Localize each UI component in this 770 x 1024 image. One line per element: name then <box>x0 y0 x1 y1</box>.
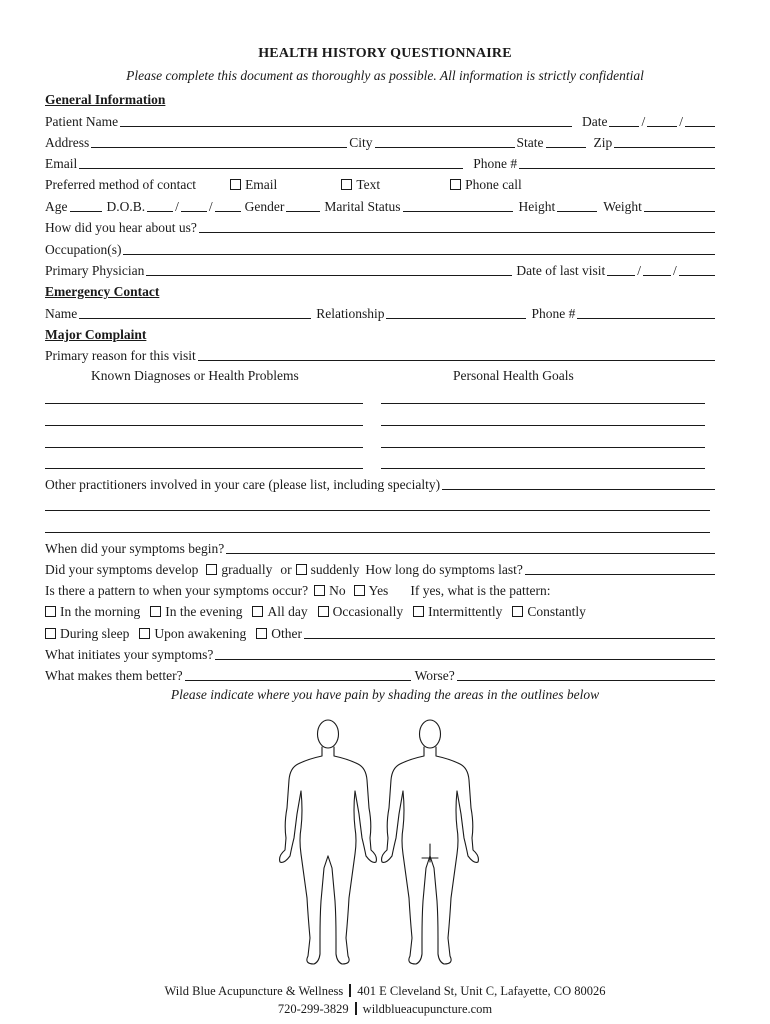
suddenly-label: suddenly <box>310 562 360 577</box>
other-pattern-field[interactable] <box>304 625 715 639</box>
address-label: Address <box>45 135 90 150</box>
symptoms-begin-field[interactable] <box>226 540 715 554</box>
other-practitioners-field[interactable] <box>442 476 715 490</box>
gradually-label: gradually <box>221 562 273 577</box>
other-pattern-checkbox[interactable] <box>256 628 267 639</box>
occasionally-checkbox[interactable] <box>318 606 329 617</box>
primary-reason-row <box>45 346 717 364</box>
body-outline-diagram[interactable] <box>270 716 500 976</box>
phone-label: Phone # <box>473 156 518 171</box>
state-field[interactable] <box>546 134 586 148</box>
gradually-checkbox[interactable] <box>206 564 217 575</box>
pattern-yes-checkbox[interactable] <box>354 585 365 596</box>
last-visit-label: Date of last visit <box>516 263 606 278</box>
patient-name-row <box>45 112 717 130</box>
marital-field[interactable] <box>403 198 513 212</box>
pattern-no-checkbox[interactable] <box>314 585 325 596</box>
emergency-name-label: Name <box>45 306 78 321</box>
goal-line-1[interactable] <box>381 403 705 404</box>
zip-label: Zip <box>593 135 613 150</box>
dob-year-field[interactable] <box>215 198 241 212</box>
goal-line-4[interactable] <box>381 468 705 469</box>
during-sleep-checkbox[interactable] <box>45 628 56 639</box>
worse-field[interactable] <box>457 667 715 681</box>
emergency-phone-field[interactable] <box>577 305 715 319</box>
age-label: Age <box>45 199 68 214</box>
patient-name-label: Patient Name <box>45 114 119 129</box>
intermittently-checkbox[interactable] <box>413 606 424 617</box>
weight-field[interactable] <box>644 198 715 212</box>
last-visit-year-field[interactable] <box>679 262 715 276</box>
patient-name-field[interactable] <box>120 113 572 127</box>
demographics-row: Age D.O.B. / / Gender Marital Status Height Weight <box>45 197 717 215</box>
footer-line-1 <box>0 984 770 999</box>
hear-about-label: How did you hear about us? <box>45 220 197 235</box>
all-day-label: All day <box>267 604 308 619</box>
contact-text-checkbox[interactable] <box>341 179 352 190</box>
contact-phone-checkbox[interactable] <box>450 179 461 190</box>
evening-label: In the evening <box>165 604 243 619</box>
footer-separator <box>355 1002 357 1015</box>
city-field[interactable] <box>375 134 515 148</box>
emergency-contact-row <box>45 304 717 322</box>
diagnosis-line-3[interactable] <box>45 447 363 448</box>
intermittently-label: Intermittently <box>428 604 503 619</box>
complaint-heading-row <box>45 325 717 343</box>
occupation-label: Occupation(s) <box>45 242 122 257</box>
constantly-label: Constantly <box>527 604 586 619</box>
phone-field[interactable] <box>519 155 715 169</box>
known-diagnoses-heading: Known Diagnoses or Health Problems <box>91 368 299 383</box>
height-field[interactable] <box>557 198 597 212</box>
height-label: Height <box>518 199 556 214</box>
hear-about-field[interactable] <box>199 219 715 233</box>
body-back-outline[interactable] <box>382 720 479 964</box>
all-day-checkbox[interactable] <box>252 606 263 617</box>
initiates-row <box>45 645 717 663</box>
how-long-field[interactable] <box>525 561 715 575</box>
form-subtitle: Please complete this document as thoroughly as possible. All information is strictly confidential <box>126 68 644 83</box>
age-field[interactable] <box>70 198 102 212</box>
dob-label: D.O.B. <box>106 199 146 214</box>
date-day-field[interactable] <box>647 113 677 127</box>
suddenly-checkbox[interactable] <box>296 564 307 575</box>
symptoms-develop-row <box>45 560 717 578</box>
emergency-phone-label: Phone # <box>531 306 576 321</box>
footer-business: Wild Blue Acupuncture & Wellness <box>164 984 344 998</box>
initiates-field[interactable] <box>215 646 715 660</box>
other-pattern-label: Other <box>271 626 302 641</box>
weight-label: Weight <box>603 199 642 214</box>
diagnosis-line-4[interactable] <box>45 468 363 469</box>
date-month-field[interactable] <box>609 113 639 127</box>
date-slash: / <box>641 114 646 129</box>
footer-phone: 720-299-3829 <box>277 1002 349 1016</box>
date-year-field[interactable] <box>685 113 715 127</box>
symptoms-begin-row <box>45 539 717 557</box>
health-goals-heading: Personal Health Goals <box>453 368 574 383</box>
general-info-heading: General Information <box>45 92 166 107</box>
dob-day-field[interactable] <box>181 198 207 212</box>
better-worse-row <box>45 666 717 684</box>
other-practitioners-line-3[interactable] <box>45 532 710 533</box>
pattern-row <box>45 581 717 599</box>
contact-text-label: Text <box>356 177 381 192</box>
physician-label: Primary Physician <box>45 263 145 278</box>
emergency-name-field[interactable] <box>79 305 311 319</box>
footer-website: wildblueacupuncture.com <box>362 1002 493 1016</box>
zip-field[interactable] <box>614 134 715 148</box>
upon-awakening-label: Upon awakening <box>154 626 247 641</box>
morning-label: In the morning <box>60 604 141 619</box>
preferred-contact-row <box>45 175 717 193</box>
initiates-label: What initiates your symptoms? <box>45 647 214 662</box>
general-info-heading-row <box>45 90 717 108</box>
gender-field[interactable] <box>286 198 320 212</box>
symptoms-begin-label: When did your symptoms begin? <box>45 541 225 556</box>
pattern-options-row-2 <box>45 624 717 642</box>
goal-line-2[interactable] <box>381 425 705 426</box>
upon-awakening-checkbox[interactable] <box>139 628 150 639</box>
dob-month-field[interactable] <box>147 198 173 212</box>
form-title: HEALTH HISTORY QUESTIONNAIRE <box>258 46 512 61</box>
primary-reason-label: Primary reason for this visit <box>45 348 196 363</box>
develop-label: Did your symptoms develop <box>45 562 199 577</box>
pattern-no-label: No <box>329 583 346 598</box>
complaint-heading: Major Complaint <box>45 327 147 342</box>
preferred-contact-label: Preferred method of contact <box>45 177 197 192</box>
contact-email-checkbox[interactable] <box>230 179 241 190</box>
occasionally-label: Occasionally <box>332 604 404 619</box>
physician-row: Primary Physician Date of last visit / / <box>45 261 717 279</box>
hear-about-row <box>45 218 717 236</box>
other-practitioners-row <box>45 475 717 493</box>
gender-label: Gender <box>244 199 285 214</box>
email-label: Email <box>45 156 78 171</box>
email-field[interactable] <box>79 155 463 169</box>
if-yes-label: If yes, what is the pattern: <box>410 583 551 598</box>
relationship-label: Relationship <box>316 306 385 321</box>
worse-label: Worse? <box>414 668 455 683</box>
pain-instruction: Please indicate where you have pain by shading the areas in the outlines below <box>170 687 600 702</box>
occupation-field[interactable] <box>123 241 715 255</box>
primary-reason-field[interactable] <box>198 347 715 361</box>
pattern-yes-label: Yes <box>368 583 389 598</box>
contact-email-label: Email <box>245 177 278 192</box>
morning-checkbox[interactable] <box>45 606 56 617</box>
occupation-row <box>45 240 717 258</box>
last-visit-month-field[interactable] <box>607 262 635 276</box>
contact-phone-label: Phone call <box>465 177 522 192</box>
how-long-label: How long do symptoms last? <box>365 562 523 577</box>
goal-line-3[interactable] <box>381 447 705 448</box>
better-label: What makes them better? <box>45 668 183 683</box>
diagnosis-line-1[interactable] <box>45 403 363 404</box>
emergency-heading-row <box>45 282 717 300</box>
better-field[interactable] <box>185 667 411 681</box>
emergency-heading: Emergency Contact <box>45 284 160 299</box>
other-practitioners-line-2[interactable] <box>45 510 710 511</box>
address-field[interactable] <box>91 134 347 148</box>
constantly-checkbox[interactable] <box>512 606 523 617</box>
pattern-question: Is there a pattern to when your symptoms occur? <box>45 583 309 598</box>
relationship-field[interactable] <box>386 305 526 319</box>
marital-label: Marital Status <box>324 199 401 214</box>
body-front-outline[interactable] <box>280 720 377 964</box>
or-label: or <box>280 562 292 577</box>
address-row <box>45 133 717 151</box>
footer-address: 401 E Cleveland St, Unit C, Lafayette, CO 80026 <box>357 984 606 998</box>
footer-line-2 <box>0 1002 770 1017</box>
evening-checkbox[interactable] <box>150 606 161 617</box>
last-visit-day-field[interactable] <box>643 262 671 276</box>
pattern-options-row-1 <box>45 602 717 620</box>
date-slash: / <box>679 114 683 129</box>
other-practitioners-label: Other practitioners involved in your care (please list, including specialty) <box>45 477 441 492</box>
date-label: Date <box>581 114 608 129</box>
during-sleep-label: During sleep <box>60 626 130 641</box>
physician-field[interactable] <box>146 262 512 276</box>
diagnosis-line-2[interactable] <box>45 425 363 426</box>
footer-separator <box>349 984 351 997</box>
state-label: State <box>516 135 544 150</box>
city-label: City <box>349 135 373 150</box>
email-phone-row <box>45 154 717 172</box>
